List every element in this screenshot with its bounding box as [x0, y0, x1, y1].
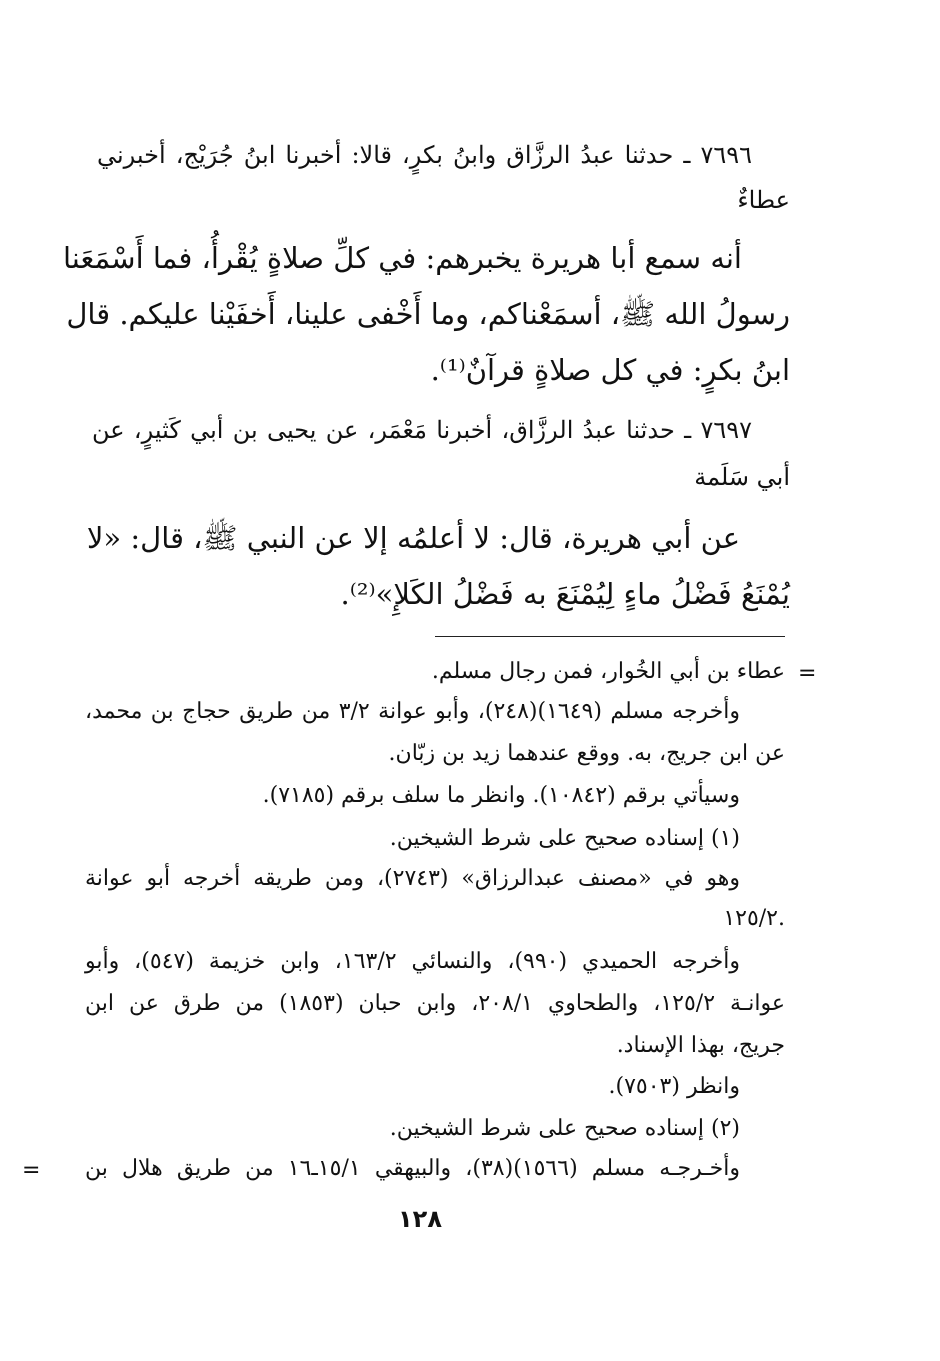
hadith-7697-text-line-1: عن أبي هريرة، قال: لا أعلمُه إلا عن النبي ﷺ، قال: «لا: [86, 521, 740, 555]
footnote-separator: [435, 636, 785, 637]
hadith-7697-text-line-2: يُمْنَعُ فَضْلُ ماءٍ لِيُمْنَعَ به فَضْلُ الكَلإِ»⁽²⁾.: [340, 577, 790, 611]
footnote-line-2: وأخرجه مسلم (١٦٤٩)(٢٤٨)، وأبو عوانة ٣/٢ من طريق حجاج بن محمد،: [85, 699, 740, 724]
footnote-1-heading: (١) إسناده صحيح على شرط الشيخين.: [389, 826, 740, 851]
footnote-line-6: وهو في «مصنف عبدالرزاق» (٢٧٤٣)، ومن طريقه أخرجه أبو عوانة: [85, 866, 740, 891]
footnote-line-4: وسيأتي برقم (١٠٨٤٢). وانظر ما سلف برقم (٧١٨٥).: [262, 783, 740, 808]
hadith-7696-text-line-2: رسولُ الله ﷺ، أسمَعْناكم، وما أَخْفى علينا، أَخفَيْنا عليكم. قال: [66, 297, 790, 331]
footnote-line-9: عوانـة ١٢٥/٢، والطحاوي ٢٠٨/١، وابن حبان (١٨٥٣) من طرق عن ابن: [85, 991, 785, 1016]
footnote-line-1: عطاء بن أبي الخُوار، فمن رجال مسلم.: [431, 659, 785, 684]
hadith-7696-heading-line-2: عطاءٌ: [737, 186, 790, 214]
hadith-7696-text-line-1: أنه سمع أبا هريرة يخبرهم: في كلِّ صلاةٍ يُقْرأُ، فما أَسْمَعَنا: [62, 241, 742, 275]
footnote-line-8: وأخرجه الحميدي (٩٩٠)، والنسائي ١٦٣/٢، وابن خزيمة (٥٤٧)، وأبو: [85, 949, 740, 974]
footnote-line-10: جريج، بهذا الإسناد.: [616, 1033, 785, 1058]
hadith-7697-heading-line-2: أبي سَلَمة: [694, 463, 790, 491]
continuation-mark-top: =: [798, 661, 817, 686]
page-number: ١٢٨: [398, 1205, 442, 1233]
footnote-2-heading: (٢) إسناده صحيح على شرط الشيخين.: [389, 1116, 740, 1141]
hadith-7697-heading-line-1: ٧٦٩٧ ـ حدثنا عبدُ الرزَّاق، أخبرنا مَعْمَر، عن يحيى بن أبي كَثيرٍ، عن: [92, 416, 752, 444]
footnote-line-13: وأخـرجـه مسلم (١٥٦٦)(٣٨)، والبيهقي ١٥/١ـ١٦ من طريق هلال بن: [85, 1156, 740, 1181]
footnote-line-11: وانظر (٧٥٠٣).: [608, 1074, 740, 1099]
footnote-line-3: عن ابن جريج، به. ووقع عندهما زيد بن زبّان.: [388, 741, 785, 766]
continuation-mark-bottom: =: [22, 1158, 41, 1183]
hadith-7696-text-line-3: ابنُ بكرٍ: في كل صلاةٍ قرآنٌ⁽¹⁾.: [430, 353, 790, 387]
footnote-line-7: ١٢٥/٢.: [723, 906, 785, 931]
hadith-7696-heading-line-1: ٧٦٩٦ ـ حدثنا عبدُ الرزَّاق وابنُ بكرٍ، قالا: أخبرنا ابنُ جُرَيْج، أخبرني: [97, 141, 752, 169]
